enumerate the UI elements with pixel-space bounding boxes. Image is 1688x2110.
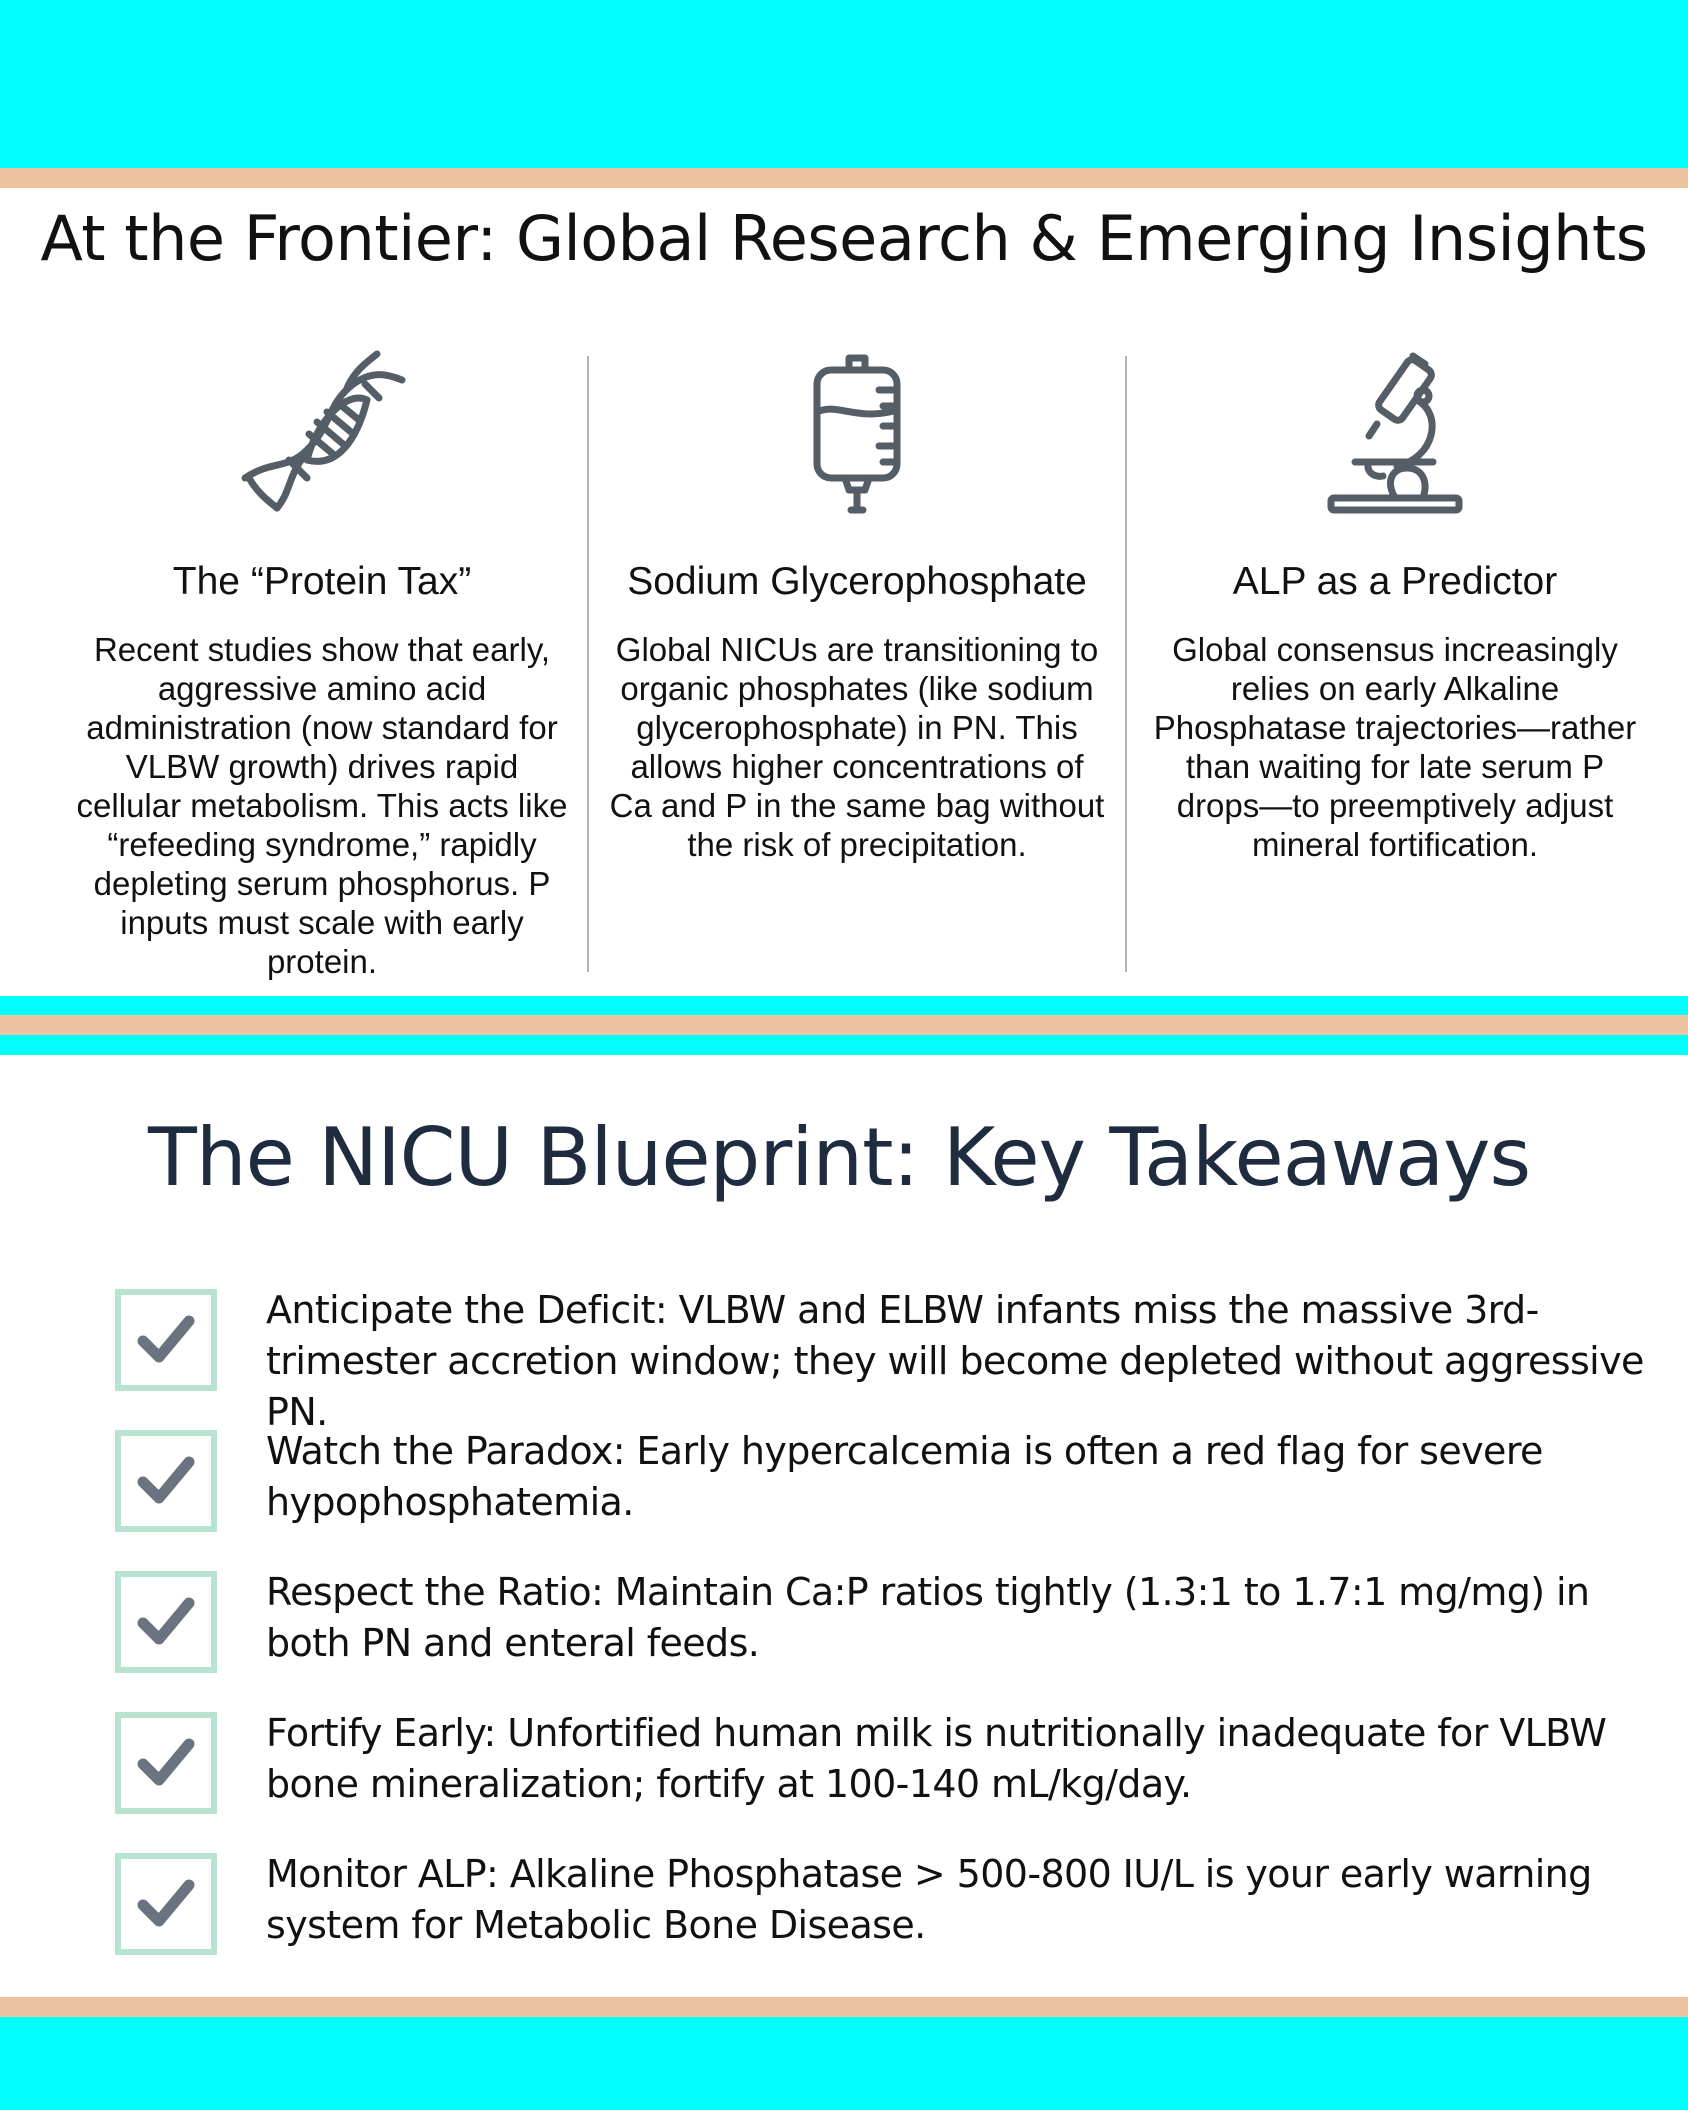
- top-peach-stripe: [0, 168, 1688, 188]
- takeaway-text: Anticipate the Deficit: VLBW and ELBW infants miss the massive 3rd-trimester accretion window; they will become depleted without aggressive PN.: [266, 1288, 1644, 1434]
- iv-bag-icon: [807, 350, 907, 519]
- takeaways-slide: [0, 1055, 1688, 1997]
- mid-peach-stripe: [0, 1015, 1688, 1035]
- dna-icon: [237, 350, 407, 519]
- bottom-cyan-band: [0, 2017, 1688, 2110]
- mid-cyan-band: [0, 996, 1688, 1015]
- takeaways-title: The NICU Blueprint: Key Takeaways: [148, 1111, 1531, 1204]
- research-heading-alp: ALP as a Predictor: [1232, 560, 1558, 603]
- research-body-glycerophosphate: Global NICUs are transitioning to organic phosphates (like sodium glycerophosphate) in PN. This allows higher concentrations of Ca and P in the same bag without the risk of precipitation.: [609, 631, 1105, 863]
- takeaway-item-deficit: [113, 1285, 1644, 1434]
- research-heading-glycerophosphate: Sodium Glycerophosphate: [627, 560, 1087, 603]
- checkbox: [115, 1289, 217, 1391]
- takeaway-text: Fortify Early: Unfortified human milk is nutritionally inadequate for VLBW bone mineralization; fortify at 100-140 mL/kg/day.: [266, 1711, 1607, 1806]
- takeaway-item-alp: [113, 1849, 1633, 1959]
- checkbox: [115, 1430, 217, 1532]
- column-divider: [587, 356, 589, 972]
- checkbox: [115, 1853, 217, 1955]
- takeaway-text: Respect the Ratio: Maintain Ca:P ratios tightly (1.3:1 to 1.7:1 mg/mg) in both PN and enteral feeds.: [266, 1570, 1590, 1665]
- top-cyan-band: [0, 0, 1688, 168]
- mid-cyan-band-lower: [0, 1035, 1688, 1055]
- takeaway-item-ratio: [113, 1567, 1633, 1677]
- takeaway-item-fortify: [113, 1708, 1633, 1818]
- checkbox: [115, 1712, 217, 1814]
- checkbox: [115, 1571, 217, 1673]
- bottom-peach-stripe: [0, 1997, 1688, 2017]
- research-title: At the Frontier: Global Research & Emerging Insights: [40, 202, 1648, 275]
- research-body-protein-tax: Recent studies show that early, aggressive amino acid administration (now standard for VLBW growth) drives rapid cellular metabolism. This acts like “refeeding syndrome,” rapidly depleting serum phosphorus. P inputs must scale with early protein.: [76, 631, 568, 980]
- microscope-icon: [1325, 350, 1465, 519]
- research-heading-protein-tax: The “Protein Tax”: [172, 560, 472, 603]
- research-body-alp: Global consensus increasingly relies on early Alkaline Phosphatase trajectories—rather than waiting for late serum P drops—to preemptively adjust mineral fortification.: [1153, 631, 1637, 863]
- takeaway-text: Watch the Paradox: Early hypercalcemia is often a red flag for severe hypophosphatemia.: [266, 1429, 1543, 1524]
- takeaway-text: Monitor ALP: Alkaline Phosphatase > 500-800 IU/L is your early warning system for Metabolic Bone Disease.: [266, 1852, 1592, 1947]
- takeaway-item-paradox: [113, 1426, 1633, 1536]
- research-slide: [0, 188, 1688, 996]
- column-divider: [1125, 356, 1127, 972]
